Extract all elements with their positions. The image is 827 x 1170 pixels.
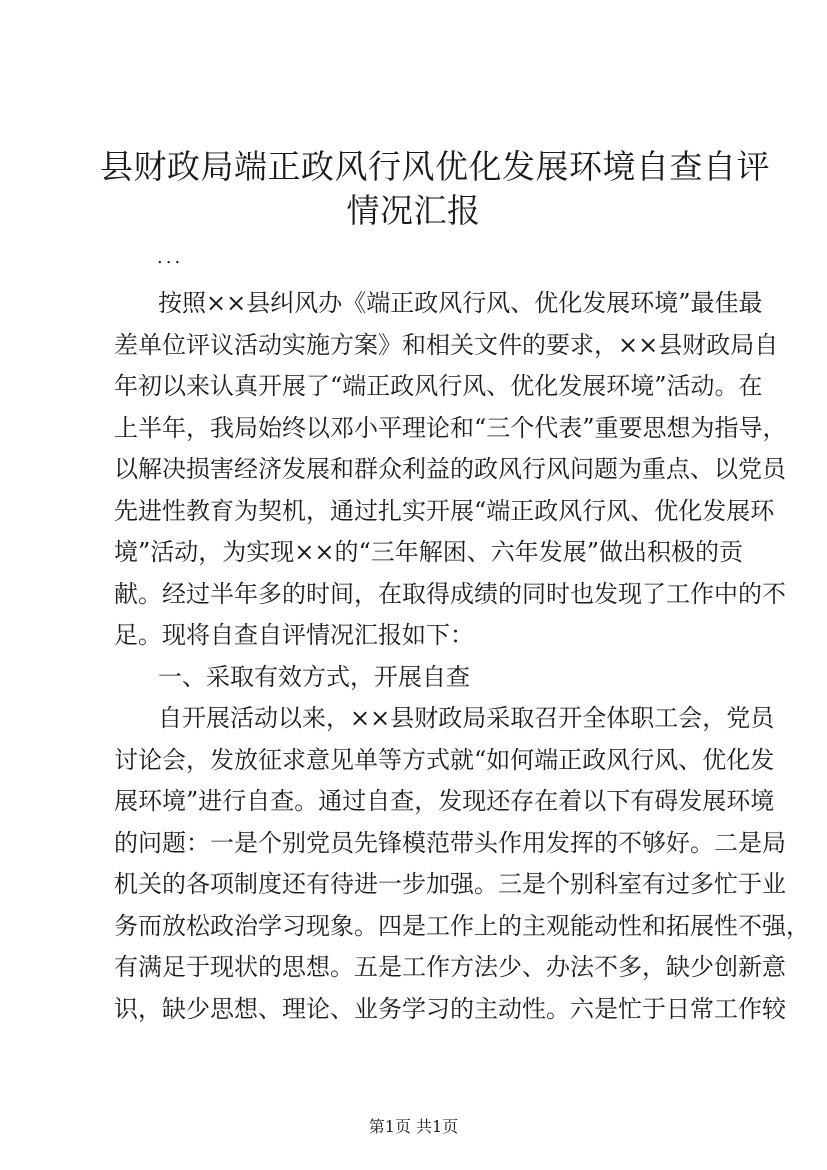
- body-line: 讨论会，发放征求意见单等方式就“如何端正政风行风、优化发: [114, 745, 775, 774]
- body-line: 有满足于现状的思想。五是工作方法少、办法不多，缺少创新意: [114, 953, 786, 981]
- body-line: 先进性教育为契机，通过扎实开展“端正政风行风、优化发展环: [114, 496, 775, 525]
- document-title-line-2: 情况汇报: [346, 191, 481, 230]
- body-line: 足。现将自查自评情况汇报如下：: [114, 621, 474, 649]
- body-line: 机关的各项制度还有待进一步加强。三是个别科室有过多忙于业: [114, 870, 786, 898]
- body-line: 差单位评议活动实施方案》和相关文件的要求，××县财政局自: [114, 330, 779, 359]
- body-line: 务而放松政治学习现象。四是工作上的主观能动性和拓展性不强，: [114, 911, 810, 940]
- document-title-line-1: 县财政局端正政风行风优化发展环境自查自评: [100, 147, 770, 186]
- body-line: 上半年，我局始终以邓小平理论和“三个代表”重要思想为指导，: [114, 413, 787, 442]
- body-line: 以解决损害经济发展和群众利益的政风行风问题为重点、以党员: [114, 455, 786, 483]
- body-line: 献。经过半年多的时间，在取得成绩的同时也发现了工作中的不: [114, 579, 786, 608]
- body-line: 的问题：一是个别党员先锋模范带头作用发挥的不够好。二是局: [114, 828, 786, 857]
- document-body: [114, 283, 810, 1030]
- body-line: 年初以来认真开展了“端正政风行风、优化发展环境”活动。在: [114, 372, 763, 400]
- body-line: 境”活动，为实现××的“三年解困、六年发展”做出积极的贡: [114, 538, 744, 566]
- section-heading: 一、采取有效方式，开展自查: [158, 662, 470, 691]
- body-line: 自开展活动以来，××县财政局采取召开全体职工会，党员: [158, 704, 775, 732]
- ellipsis-marker: ...: [157, 247, 184, 268]
- body-line: 按照××县纠风办《端正政风行风、优化发展环境”最佳最: [158, 289, 763, 317]
- page-footer: 第1页 共1页: [368, 1117, 459, 1136]
- body-line: 识，缺少思想、理论、业务学习的主动性。六是忙于日常工作较: [114, 994, 786, 1023]
- body-line: 展环境”进行自查。通过自查，发现还存在着以下有碍发展环境: [114, 787, 775, 815]
